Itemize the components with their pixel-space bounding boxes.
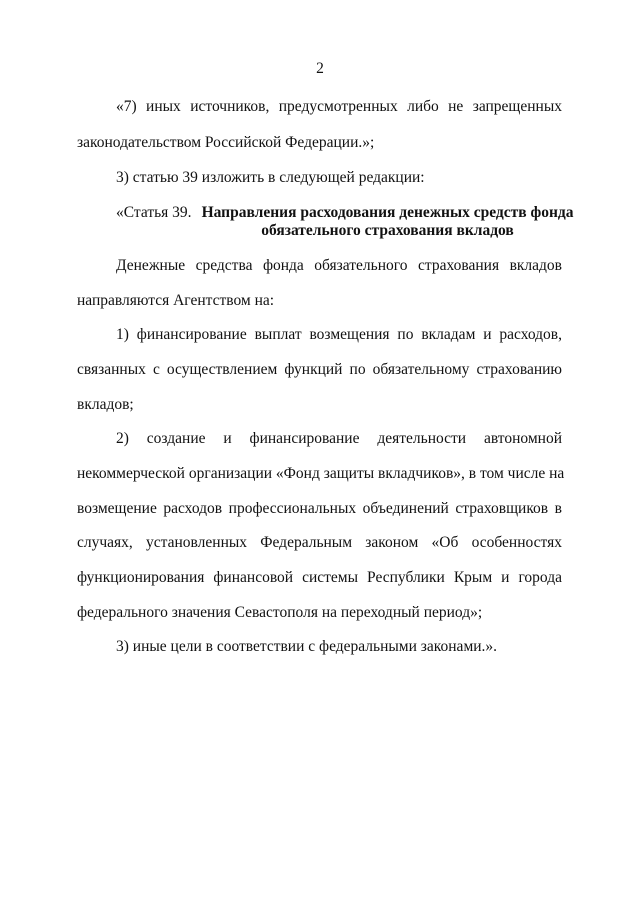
point2-line-4: случаях, установленных Федеральным законом «Об особенностях — [77, 534, 562, 551]
point2-line-1: 2) создание и финансирование деятельности автономной — [116, 430, 562, 447]
intro-line-2: направляются Агентством на: — [77, 292, 275, 309]
article-title-line-1: Направления расходования денежных средств фонда — [201, 204, 574, 221]
article-heading — [116, 204, 574, 240]
item7-line-2: законодательством Российской Федерации.»; — [77, 134, 375, 151]
point1-line-1: 1) финансирование выплат возмещения по вкладам и расходов, — [116, 326, 562, 343]
point2-line-3: возмещение расходов профессиональных объединений страховщиков в — [77, 500, 562, 517]
point2-line-5: функционирования финансовой системы Республики Крым и города — [77, 569, 562, 586]
article-label: «Статья 39. — [116, 204, 192, 221]
point1-line-2: связанных с осуществлением функций по обязательному страхованию — [77, 361, 562, 378]
article-title — [202, 204, 574, 240]
page-number: 2 — [316, 60, 324, 77]
item3-intro: 3) статью 39 изложить в следующей редакции: — [116, 169, 425, 186]
point2-line-6: федерального значения Севастополя на переходный период»; — [77, 604, 483, 621]
intro-line-1: Денежные средства фонда обязательного страхования вкладов — [116, 257, 562, 274]
article-title-line-2: обязательного страхования вкладов — [261, 222, 514, 239]
item7-line-1: «7) иных источников, предусмотренных либо не запрещенных — [116, 98, 562, 115]
point2-line-2: некоммерческой организации «Фонд защиты вкладчиков», в том числе на — [77, 465, 565, 482]
point1-line-3: вкладов; — [77, 396, 134, 413]
point3-line-1: 3) иные цели в соответствии с федеральными законами.». — [116, 638, 498, 655]
